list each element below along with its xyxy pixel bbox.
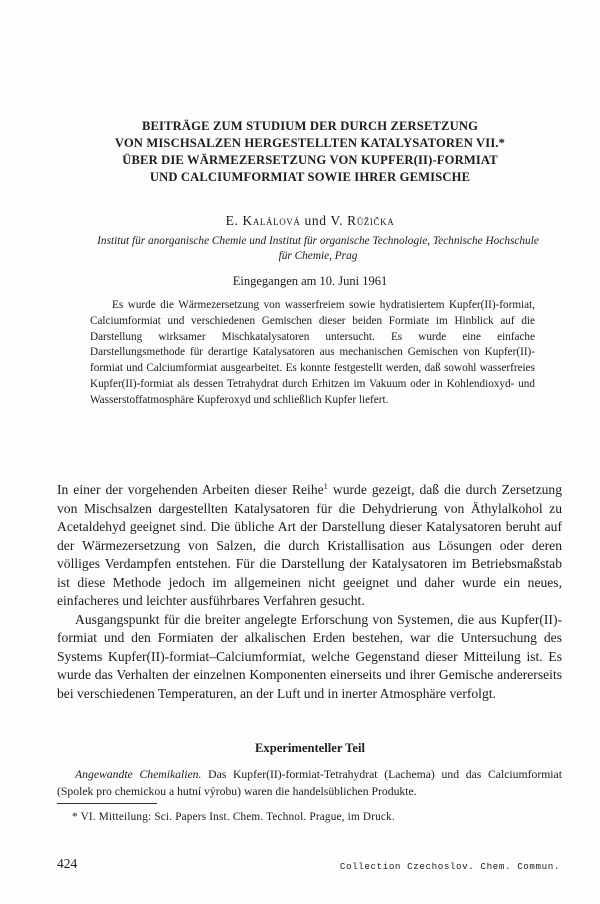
body-paragraph-1 [57, 481, 562, 611]
journal-name: Collection Czechoslov. Chem. Commun. [339, 861, 560, 872]
footnote: * VI. Mitteilung: Sci. Papers Inst. Chem. Technol. Prague, im Druck. [72, 811, 395, 823]
body-paragraph-2: Ausgangspunkt für die breiter angelegte Erforschung von Systemen, die aus Kupfer(II)-formiat und den Formiaten der alkalischen Erden bestehen, war die Untersuchung des Systems Kupfer(II)-formiat–Calciumformiat, welche Gegenstand dieser Mitteilung ist. Es wurde das Verhalten der einzelnen Komponenten einerseits und ihrer Gemische andererseits bei verschiedenen Temperaturen, an der Luft und in inerter Atmosphäre verfolgt. [57, 611, 562, 702]
chemicals-text [57, 767, 562, 800]
abstract-text: Es wurde die Wärmezersetzung von wasserfreiem sowie hydratisiertem Kupfer(II)-formiat, Calciumformiat und verschiedenen Gemischen dieser beiden Formiate im Hinblick auf die Darstellung wirksamer Mischkatalysatoren untersucht. Es wurde eine einfache Darstellungsmethode für derartige Katalysatoren aus mechanischen Gemischen von Kupfer(II)-formiat und Calciumformiat ausgearbeitet. Es konnte festgestellt werden, daß sowohl wasserfreies Kupfer(II)-formiat als dessen Tetrahydrat durch Erhitzen im Vakuum oder in Kohlendioxyd- und Wasserstoffatmosphäre Kupferoxyd und schließlich Kupfer liefert. [90, 299, 535, 406]
author-1: E. Kalálová [225, 213, 301, 228]
footnote-rule [57, 803, 157, 804]
authors [40, 213, 580, 229]
page-number: 424 [57, 856, 78, 871]
paper-title [40, 118, 580, 186]
chemicals-paragraph [57, 767, 562, 800]
title-line-2: VON MISCHSALZEN HERGESTELLTEN KATALYSATOREN VII.* [114, 136, 506, 150]
title-line-1: BEITRÄGE ZUM STUDIUM DER DURCH ZERSETZUNG [141, 119, 479, 133]
affiliation: Institut für anorganische Chemie und Institut für organische Technologie, Technische Hochschule für Chemie, Prag [97, 235, 539, 262]
chemicals-label: Angewandte Chemikalien. [75, 768, 202, 781]
body-paragraph-1-rest: wurde gezeigt, daß die durch Zersetzung von Mischsalzen dargestellten Katalysatoren für die Dehydrierung von Äthylalkohol zu Acetaldehyd geeignet sind. Die übliche Art der Darstellung dieser Katalysatoren beruht auf der Wärmezersetzung von Salzen, die durch Kristallisation aus Lösungen oder deren völliges Verdampfen entstehen. Für die Darstellung der Katalysatoren im Betriebsmaßstab ist diese Methode jedoch im allgemeinen nicht geeignet und daher wurde ein neues, einfacheres und leichter ausführbares Verfahren gesucht. [57, 482, 562, 609]
chemicals-body: Das Kupfer(II)-formiat-Tetrahydrat (Lachema) und das Calciumformiat (Spolek pro chemickou a hutní výrobu) waren die handelsüblichen Produkte. [57, 768, 562, 798]
received-date: Eingegangen am 10. Juni 1961 [232, 274, 388, 288]
section-heading: Experimenteller Teil [255, 741, 365, 755]
title-line-4: UND CALCIUMFORMIAT SOWIE IHRER GEMISCHE [149, 170, 471, 184]
title-line-3: ÜBER DIE WÄRMEZERSETZUNG VON KUPFER(II)-FORMIAT [122, 153, 498, 167]
body-paragraph-1-start: In einer der vorgehenden Arbeiten dieser Reihe [57, 482, 324, 497]
body-text [57, 481, 562, 704]
authors-and: und [304, 213, 327, 228]
abstract [90, 298, 535, 409]
reference-marker: 1 [323, 481, 328, 491]
author-2: V. Růžička [330, 213, 395, 228]
